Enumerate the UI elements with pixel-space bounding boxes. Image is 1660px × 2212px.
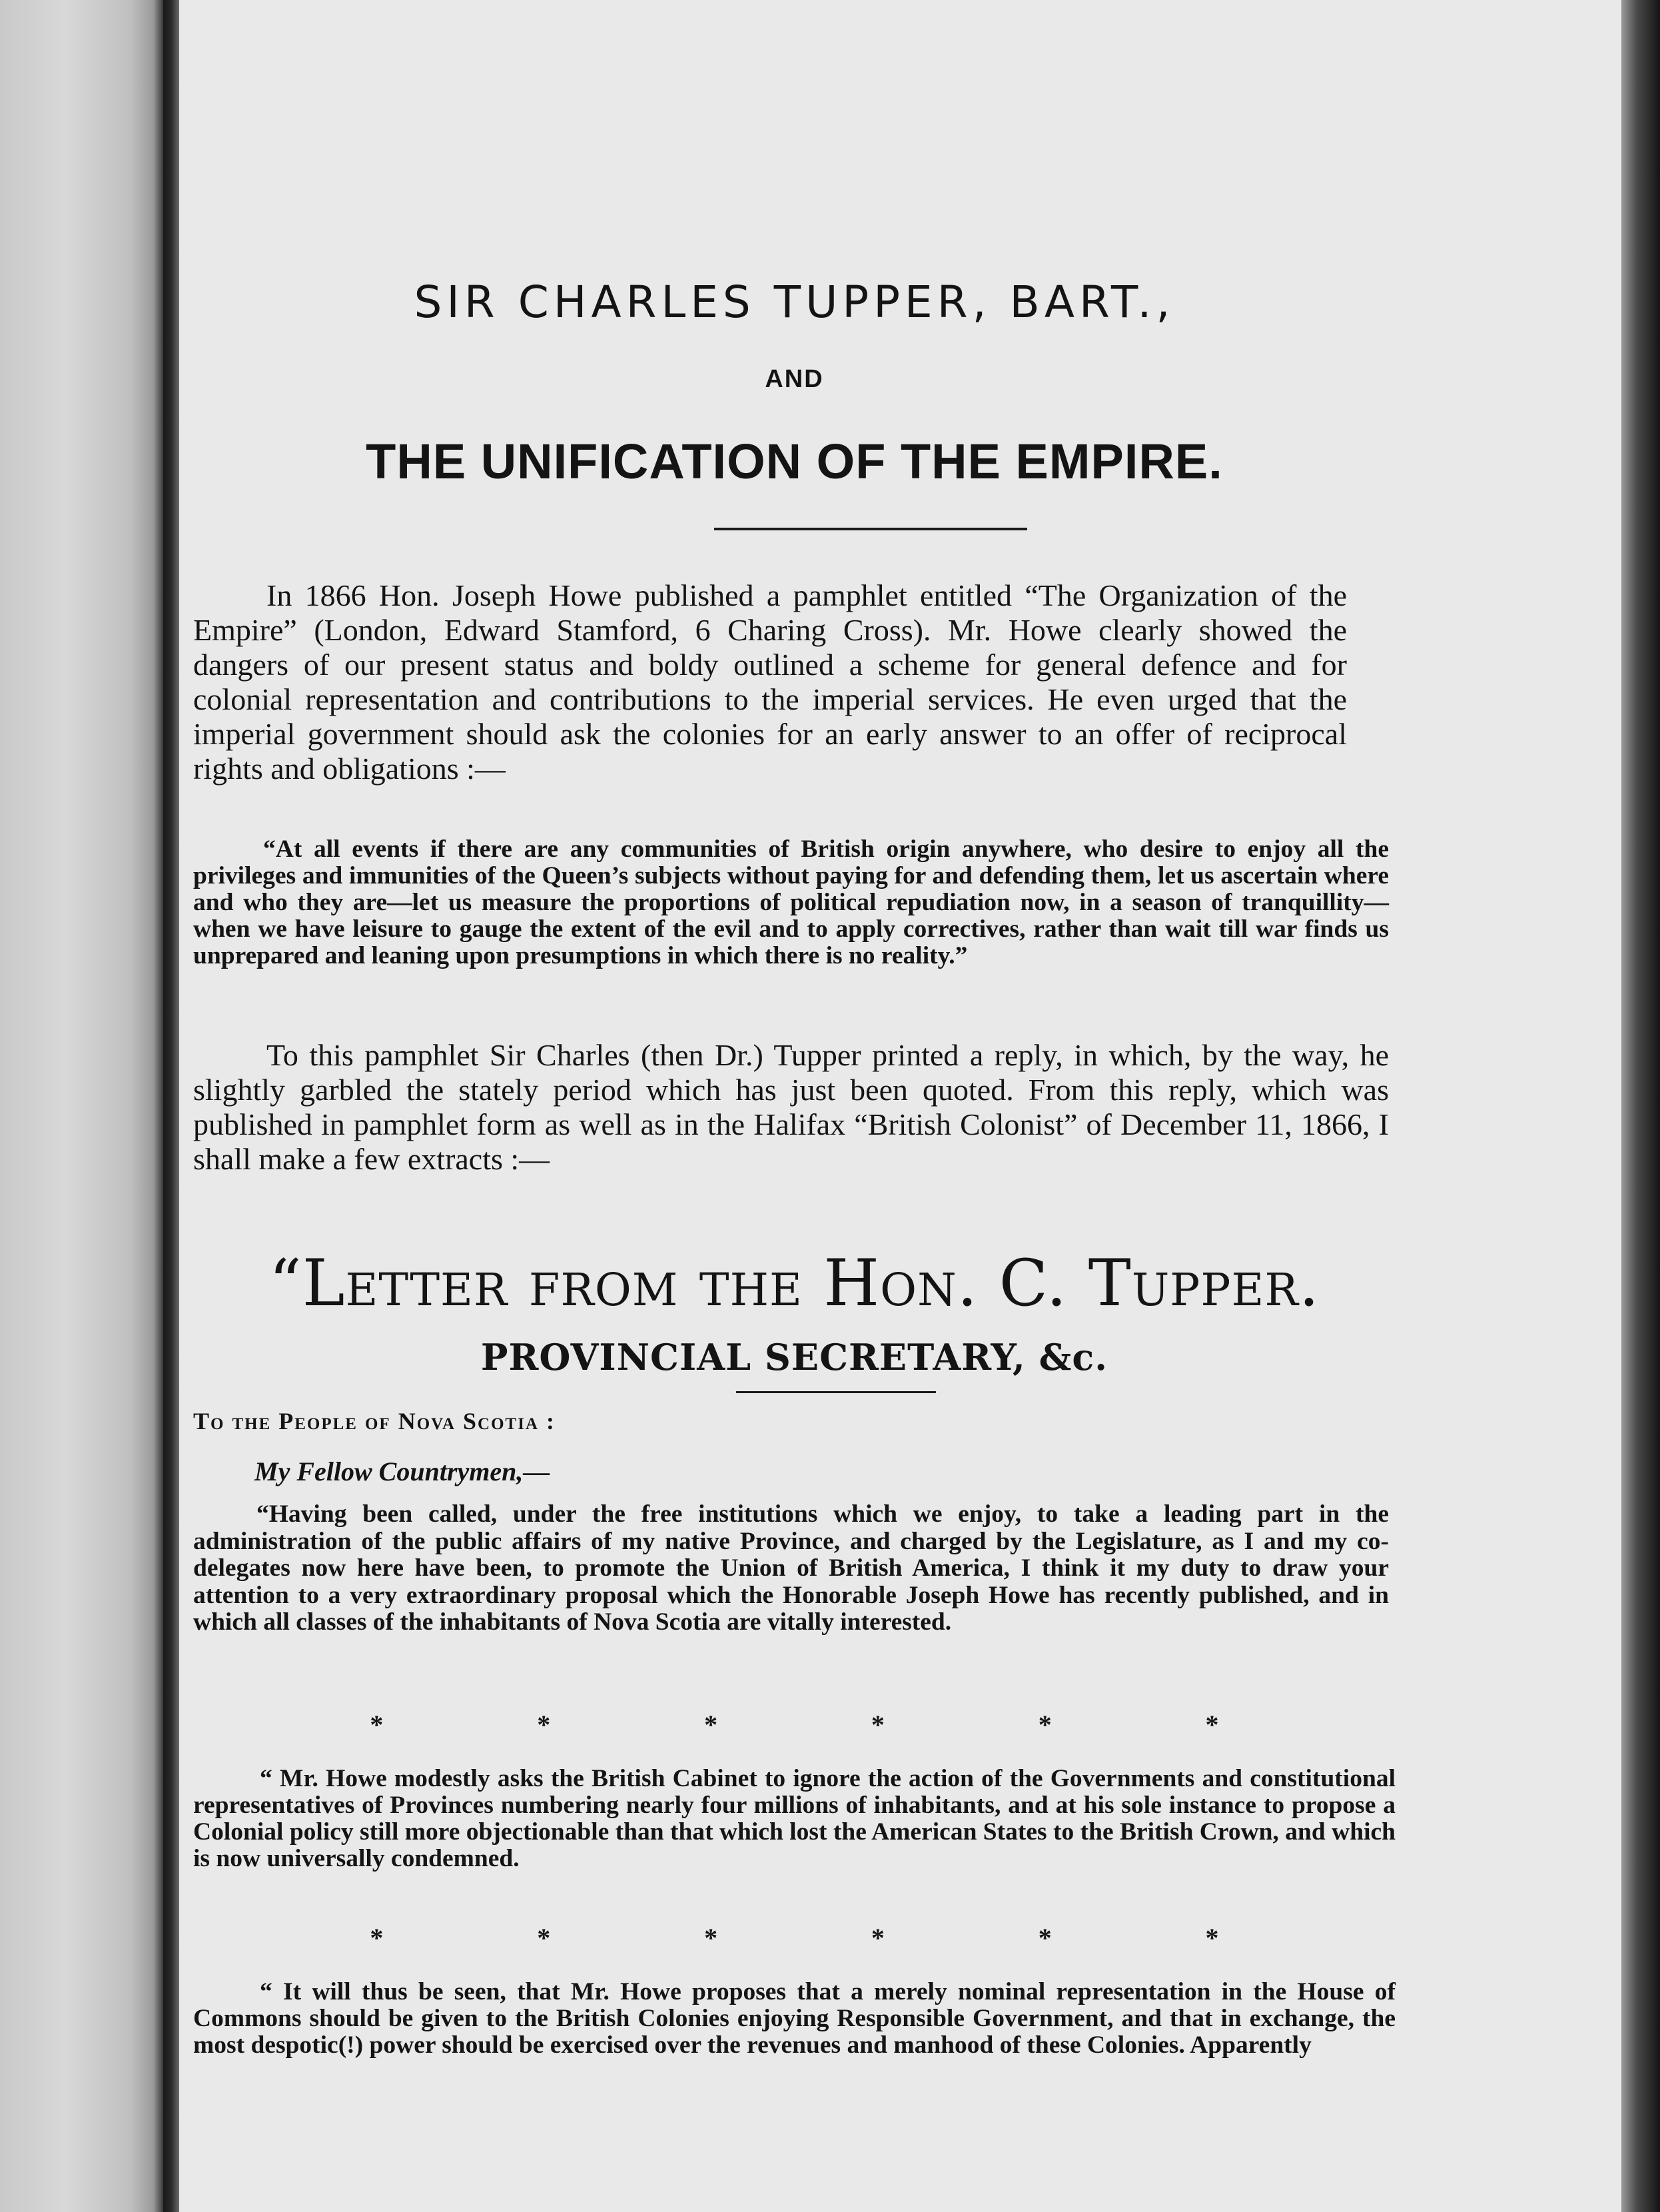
scan-left-margin [0,0,163,2212]
letter-paragraph-2: “ Mr. Howe modestly asks the British Cabinet to ignore the action of the Governments and constitutional representatives of Provinces numbering nearly four millions of inhabitants, and at his sole instance to propose a Colonial policy still more objectionable than that which lost the American States to the British Crown, and which is now universally condemned. [193,1765,1396,1872]
title-and: AND [765,365,824,393]
intro-paragraph: In 1866 Hon. Joseph Howe published a pamphlet entitled “The Organization of the Empire” (London, Edward Stamford, 6 Charing Cross). Mr. Howe clearly showed the dangers of our present status and boldy outlined a scheme for general defence and for colonial representation and contributions to the imperial services. He even urged that the imperial government should ask the colonies for an early answer to an offer of reciprocal rights and obligations :— [193,578,1347,786]
ellipsis-star: * [704,1923,718,1953]
ellipsis-star: * [704,1710,718,1740]
ellipsis-star: * [1038,1923,1052,1953]
title-divider [714,528,1027,530]
ellipsis-star: * [537,1923,551,1953]
letter-paragraph-1: “Having been called, under the free institutions which we enjoy, to take a leading part in the administration of the public affairs of my native Province, and charged by the Legislature, as I and my co-delegates now here have been, to promote the Union of British America, I think it my duty to draw your attention to a very extraordinary proposal which the Honorable Joseph Howe has recently published, and in which all classes of the inhabitants of Nova Scotia are vitally interested. [193,1500,1389,1636]
ellipsis-star: * [370,1923,384,1953]
ellipsis-star: * [871,1923,885,1953]
title-line-1: SIR CHARLES TUPPER, BART., [414,276,1175,328]
ellipsis-star: * [1205,1923,1219,1953]
ellipsis-stars-1 [193,1709,1396,1740]
ellipsis-star: * [1205,1710,1219,1740]
ellipsis-stars-2 [193,1922,1396,1953]
howe-quotation: “At all events if there are any communities of British origin anywhere, who desire to enjoy all the privileges and immunities of the Queen’s subjects without paying for and defending them, let us ascertain where and who they are—let us measure the proportions of political repudiation now, in a season of tranquillity—when we have leisure to gauge the extent of the evil and to apply correctives, rather than wait till war finds us unprepared and leaning upon presumptions in which there is no reality.” [193,835,1389,969]
page-gutter [163,0,179,2212]
scan-right-edge [1621,0,1660,2212]
title-line-2: THE UNIFICATION OF THE EMPIRE. [366,434,1223,489]
letter-salutation: To the People of Nova Scotia : [193,1408,556,1434]
letter-title: “Letter from the Hon. C. Tupper. [268,1246,1320,1321]
reply-paragraph: To this pamphlet Sir Charles (then Dr.) Tupper printed a reply, in which, by the way, he slightly garbled the stately period which has just been quoted. From this reply, which was published in pamphlet form as well as in the Halifax “British Colonist” of December 11, 1866, I shall make a few extracts :— [193,1038,1389,1176]
letter-paragraph-3: “ It will thus be seen, that Mr. Howe proposes that a merely nominal representation in the House of Commons should be given to the British Colonies enjoying Responsible Government, and that in exchange, the most despotic(!) power should be exercised over the revenues and manhood of these Colonies. Apparently [193,1978,1396,2059]
ellipsis-star: * [370,1710,384,1740]
letter-subtitle: PROVINCIAL SECRETARY, &c. [480,1336,1108,1379]
letter-greeting: My Fellow Countrymen,— [254,1456,550,1486]
ellipsis-star: * [871,1710,885,1740]
letter-divider [736,1391,936,1393]
ellipsis-star: * [537,1710,551,1740]
ellipsis-star: * [1038,1710,1052,1740]
